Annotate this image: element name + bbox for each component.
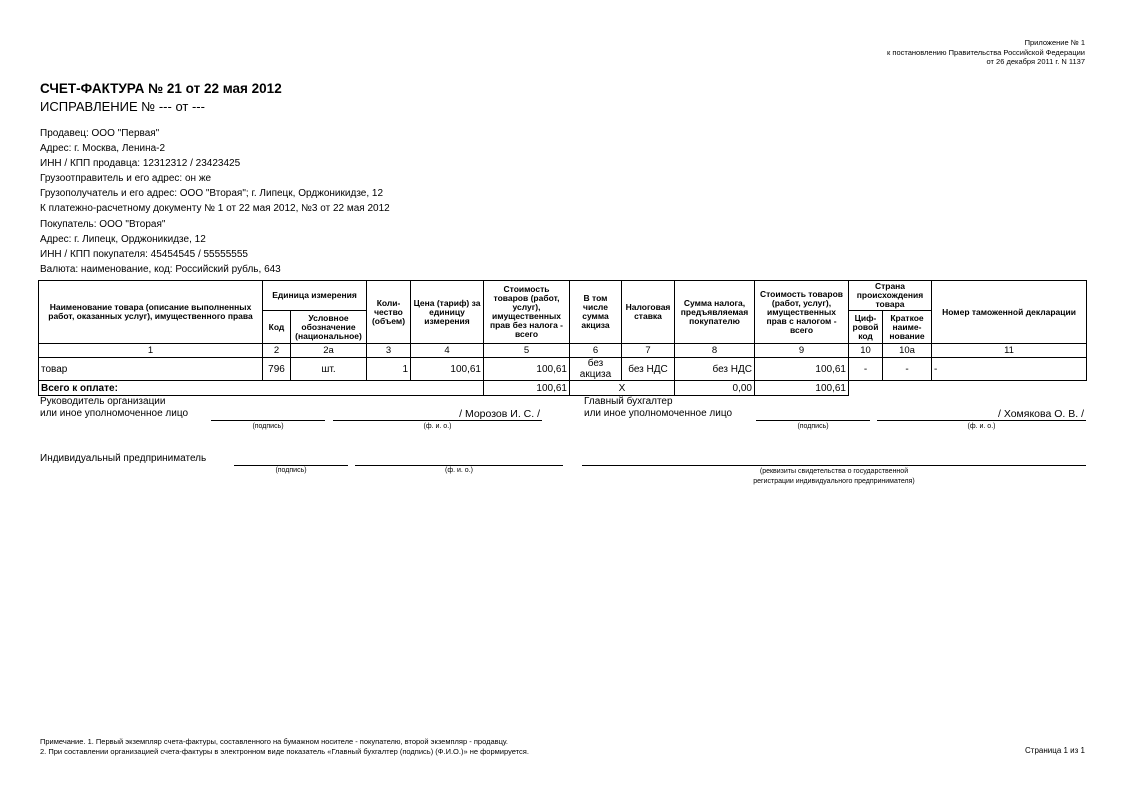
head-name: / Морозов И. С. /	[459, 408, 540, 420]
total-cost-no-tax: 100,61	[484, 381, 570, 396]
cell-qty: 1	[367, 358, 411, 381]
accountant-name: / Хомякова О. В. /	[998, 408, 1084, 420]
note-line-1: Примечание. 1. Первый экземпляр счета-фактуры, составленного на бумажном носителе - покупателю, второй экземпляр - продавцу.	[40, 737, 508, 746]
invoice-info	[40, 126, 390, 277]
header-cost-no-tax: Стоимость товаров (работ, услуг), имущественных прав без налога - всего	[484, 281, 570, 344]
col-number: 10	[849, 344, 883, 358]
header-qty: Коли-чество (объем)	[367, 281, 411, 344]
accountant-label	[584, 396, 732, 420]
accountant-label-line-2: или иное уполномоченное лицо	[584, 408, 733, 419]
notes	[40, 737, 529, 757]
cell-excise: без акциза	[570, 358, 622, 381]
col-number: 1	[39, 344, 263, 358]
buyer: Покупатель: ООО "Вторая"	[40, 218, 166, 230]
entrepreneur-requisites-line	[582, 465, 1086, 466]
accountant-sign-caption: (подпись)	[797, 423, 829, 430]
total-label: Всего к оплате:	[39, 381, 484, 396]
cell-cost-no-tax: 100,61	[484, 358, 570, 381]
buyer-inn: ИНН / КПП покупателя: 45454545 / 55555555	[40, 248, 248, 260]
cell-tax-rate: без НДС	[622, 358, 675, 381]
accountant-sign-line	[756, 420, 870, 421]
appendix-block	[887, 38, 1085, 67]
total-empty	[849, 381, 1087, 396]
header-excise: В том числе сумма акциза	[570, 281, 622, 344]
shipper: Грузоотправитель и его адрес: он же	[40, 173, 212, 185]
requisites-line-2: регистрации индивидуального предпринимателя)	[753, 478, 915, 485]
invoice-title: СЧЕТ-ФАКТУРА № 21 от 22 мая 2012	[40, 81, 282, 96]
cell-tax-sum: без НДС	[675, 358, 755, 381]
note-line-2: 2. При составлении организацией счета-фактуры в электронном виде показатель «Главный бухгалтер (подпись) (Ф.И.О.)» не формируется.	[40, 747, 529, 756]
header-unit: Единица измерения	[263, 281, 367, 311]
total-tax-sum: 0,00	[675, 381, 755, 396]
cell-customs: -	[932, 358, 1087, 381]
correction-line: ИСПРАВЛЕНИЕ № --- от ---	[40, 99, 205, 114]
entrepreneur-fio-line	[355, 465, 563, 466]
entrepreneur-requisites-caption	[582, 467, 1086, 487]
head-label-line-1: Руководитель организации	[40, 396, 166, 407]
cell-unit-code: 796	[263, 358, 291, 381]
entrepreneur-fio-caption: (ф. и. о.)	[445, 467, 473, 474]
head-fio-caption: (ф. и. о.)	[423, 423, 452, 430]
appendix-line-1: Приложение № 1	[1024, 38, 1085, 47]
accountant-fio-line	[877, 420, 1086, 421]
payment-doc: К платежно-расчетному документу № 1 от 22 мая 2012, №3 от 22 мая 2012	[40, 203, 390, 215]
header-unit-code: Код	[263, 311, 291, 344]
col-number: 3	[367, 344, 411, 358]
col-number: 6	[570, 344, 622, 358]
header-name: Наименование товара (описание выполненных работ, оказанных услуг), имущественного права	[39, 281, 263, 344]
head-label	[40, 396, 188, 420]
seller-address: Адрес: г. Москва, Ленина-2	[40, 143, 166, 155]
head-sign-line	[211, 420, 325, 421]
header-country-name: Краткое наиме-нование	[883, 311, 932, 344]
cell-country-code: -	[849, 358, 883, 381]
header-price: Цена (тариф) за единицу измерения	[411, 281, 484, 344]
cell-cost-with-tax: 100,61	[755, 358, 849, 381]
col-number: 5	[484, 344, 570, 358]
head-sign-caption: (подпись)	[252, 423, 284, 430]
column-numbers-row	[39, 344, 1087, 358]
entrepreneur-sign-line	[234, 465, 348, 466]
buyer-address: Адрес: г. Липецк, Орджоникидзе, 12	[40, 233, 206, 245]
appendix-line-3: от 26 декабря 2011 г. N 1137	[986, 57, 1085, 66]
consignee: Грузополучатель и его адрес: ООО "Вторая"; г. Липецк, Орджоникидзе, 12	[40, 188, 384, 200]
col-number: 9	[755, 344, 849, 358]
col-number: 2	[263, 344, 291, 358]
header-unit-name: Условное обозначение (национальное)	[291, 311, 367, 344]
col-number: 11	[932, 344, 1087, 358]
invoice-table	[38, 280, 1087, 396]
cell-price: 100,61	[411, 358, 484, 381]
entrepreneur-label: Индивидуальный предприниматель	[40, 453, 207, 464]
header-tax-rate: Налоговая ставка	[622, 281, 675, 344]
col-number: 10а	[883, 344, 932, 358]
total-cost-with-tax: 100,61	[755, 381, 849, 396]
requisites-line-1: (реквизиты свидетельства о государственной	[759, 468, 909, 475]
header-customs: Номер таможенной декларации	[932, 281, 1087, 344]
header-tax-sum: Сумма налога, предъявляемая покупателю	[675, 281, 755, 344]
col-number: 8	[675, 344, 755, 358]
seller: Продавец: ООО "Первая"	[40, 128, 160, 139]
header-country-code: Циф-ровой код	[849, 311, 883, 344]
head-label-line-2: или иное уполномоченное лицо	[40, 408, 189, 419]
table-row	[39, 358, 1087, 381]
total-x-mark: X	[570, 381, 675, 396]
page-number: Страница 1 из 1	[1025, 746, 1085, 755]
entrepreneur-sign-caption: (подпись)	[275, 467, 307, 474]
head-fio-line	[333, 420, 542, 421]
cell-unit-name: шт.	[291, 358, 367, 381]
col-number: 2а	[291, 344, 367, 358]
header-cost-with-tax: Стоимость товаров (работ, услуг), имущественных прав с налогом - всего	[755, 281, 849, 344]
col-number: 7	[622, 344, 675, 358]
accountant-label-line-1: Главный бухгалтер	[584, 396, 673, 407]
appendix-line-2: к постановлению Правительства Российской Федерации	[887, 47, 1085, 57]
accountant-fio-caption: (ф. и. о.)	[967, 423, 996, 430]
col-number: 4	[411, 344, 484, 358]
cell-country-name: -	[883, 358, 932, 381]
currency: Валюта: наименование, код: Российский рубль, 643	[40, 263, 281, 275]
header-country: Страна происхождения товара	[849, 281, 932, 311]
seller-inn: ИНН / КПП продавца: 12312312 / 23423425	[40, 158, 241, 170]
cell-name: товар	[39, 358, 263, 381]
total-row	[39, 381, 1087, 396]
